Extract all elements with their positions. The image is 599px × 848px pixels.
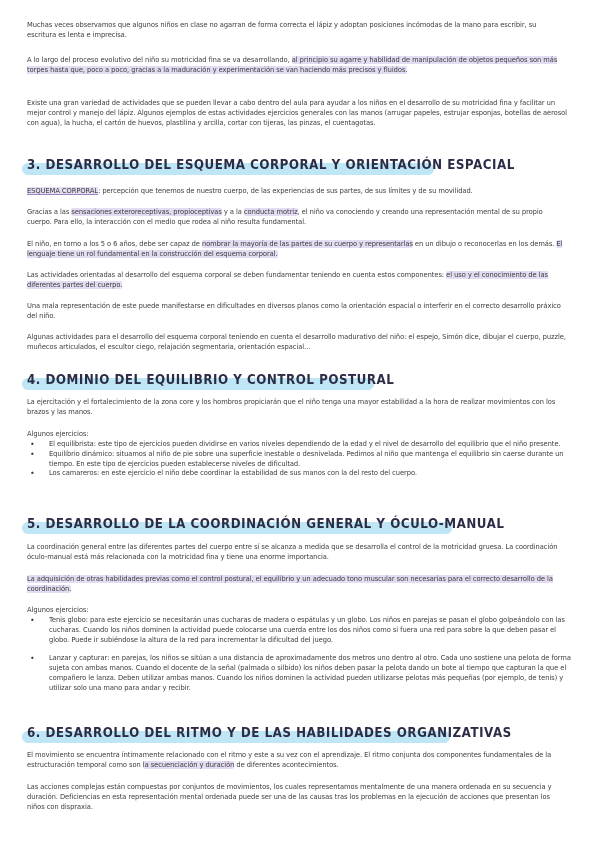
intro-paragraph-2 xyxy=(27,56,567,76)
intro-paragraph-3: Existe una gran variedad de actividades que se pueden llevar a cabo dentro del aula para ayudar a los niños en el desarrollo de su motricidad fina y facilitar un mejor control y manejo del lápiz. Algunos ejemplos de estas actividades ejercicios generales con las manos (arrugar papeles, estrujar esponjas, botellas de aerosol con agua), la hucha, el cartón de huevos, plastilina y arcilla, cortar con tijeras, las pinzas, el cuentagotas. xyxy=(27,99,567,127)
highlighted-text: sensaciones exteroreceptivas, propioceptivas xyxy=(71,208,222,216)
section-5-heading: 5. DESARROLLO DE LA COORDINACIÓN GENERAL Y ÓCULO-MANUAL xyxy=(27,516,505,532)
text-run: en un dibujo o reconocerlas en los demás. xyxy=(412,240,557,248)
intro-paragraph-1: Muchas veces observamos que algunos niños en clase no agarran de forma correcta el lápiz y adoptan posiciones incómodas de la mano para escribir, su escritura es lenta e imprecisa. xyxy=(27,21,537,39)
section-5-exercises-label: Algunos ejercicios: xyxy=(27,606,89,614)
section-5-paragraph-1: La coordinación general entre las diferentes partes del cuerpo entre sí se alcanza a medida que se desarrolla el control de la motricidad gruesa. La coordinación óculo-manual está más relacionada con la motricidad fina y tiene una enorme importancia. xyxy=(27,543,558,561)
section-3-definition xyxy=(27,187,567,197)
list-item: • Los camareros: en este ejercicio el niño debe coordinar la estabilidad de sus manos con la del resto del cuerpo. xyxy=(27,469,572,479)
section-6-paragraph-2: Las acciones complejas están compuestas por conjuntos de movimientos, los cuales representamos mentalmente de una manera ordenada en su secuencia y duración. Deficiencias en esta representación mental ordenada puede ser una de las causas tras los problemas en la ejecución de acciones que presentan los niños con dispraxia. xyxy=(27,783,552,811)
intro-paragraph-2-text: A lo largo del proceso evolutivo del niño su motricidad fina se va desarrollando, xyxy=(27,56,292,64)
section-4-exercises-label: Algunos ejercicios: xyxy=(27,430,89,438)
text-run: , el niño va conociendo y creando una representación mental de su propio cuerpo. Para ello, la interacción con el medio que rodea al niño resulta fundamental. xyxy=(27,208,543,226)
section-5-paragraph-2 xyxy=(27,575,567,595)
highlighted-text: La adquisición de otras habilidades previas como el control postural, el equilibrio y un adecuado tono muscular son necesarias para el correcto desarrollo de la coordinación. xyxy=(27,575,553,593)
section-6-heading: 6. DESARROLLO DEL RITMO Y DE LAS HABILIDADES ORGANIZATIVAS xyxy=(27,725,512,741)
text-run: El movimiento se encuentra íntimamente relacionado con el ritmo y este a su vez con el aprendizaje. El ritmo conjunta dos componentes fundamentales de la estructuración temporal como son xyxy=(27,751,552,769)
definition-text: : percepción que tenemos de nuestro cuerpo, de las experiencias de sus partes, de sus límites y de su movilidad. xyxy=(98,187,473,195)
text-run: y a la xyxy=(221,208,244,216)
highlighted-text: la secuenciación y duración xyxy=(142,760,235,769)
section-4-heading: 4. DOMINIO DEL EQUILIBRIO Y CONTROL POSTURAL xyxy=(27,372,395,388)
list-item: • Lanzar y capturar: en parejas, los niños se sitúan a una distancia de aproximadamente dos metros uno dentro al otro. Cada uno sostiene una pelota de forma sujeta con ambas manos. Cuando el docente de la señal (palmada o silbido) los niños deben pasar la pelota dando un bote al tiempo que capturan la que el compañero le lanza. Deben utilizar ambas manos. Cuando los niños dominen la actividad pueden utilizarse pelotas más pequeñas (por ejemplo, de tenis) y utilizar solo una mano para andar y recibir. xyxy=(27,654,572,693)
definition-term: ESQUEMA CORPORAL xyxy=(27,187,99,195)
section-5-exercise-list xyxy=(27,616,572,694)
highlighted-text: nombrar la mayoría de las partes de su cuerpo y representarlas xyxy=(201,240,413,248)
list-item: • El equilibrista: este tipo de ejercicios pueden dividirse en varios niveles dependiendo de la edad y el nivel de desarrollo del equilibrio que el niño presente. xyxy=(27,440,572,450)
section-3-heading: 3. DESARROLLO DEL ESQUEMA CORPORAL Y ORIENTACIÓN ESPACIAL xyxy=(27,157,515,173)
section-3-paragraph-2 xyxy=(27,208,567,228)
section-3-paragraph-6: Algunas actividades para el desarrollo del esquema corporal teniendo en cuenta el desarrollo madurativo del niño: el espejo, Simón dice, dibujar el cuerpo, puzzle, muñecos articulados, el escultor ciego, relajación segmentaria, orientación espacial... xyxy=(27,333,566,351)
section-6-paragraph-1 xyxy=(27,751,567,771)
text-run: El niño, en torno a los 5 o 6 años, debe ser capaz de xyxy=(27,240,202,248)
section-3-paragraph-4 xyxy=(27,271,567,291)
text-run: Gracias a las xyxy=(27,208,72,216)
section-4-exercise-list xyxy=(27,440,572,479)
list-item: • Equilibrio dinámico: situamos al niño de pie sobre una superficie inestable o desnivelada. Pedimos al niño que mantenga el equilibrio sin caerse durante un tiempo. En este tipo de ejercicios pueden establecerse niveles de dificultad. xyxy=(27,450,572,470)
text-run: de diferentes acontecimientos. xyxy=(234,760,339,769)
intro-paragraph-2-highlight: al principio su agarre y habilidad de manipulación de objetos pequeños son más torpes hasta que, poco a poco, gracias a la maduración y experimentación se van haciendo más precisos y fluidos. xyxy=(27,56,558,74)
text-run: Las actividades orientadas al desarrollo del esquema corporal se deben fundamentar teniendo en cuenta estos componentes: xyxy=(27,271,447,279)
section-3-paragraph-3 xyxy=(27,240,567,260)
list-item: • Tenis globo: para este ejercicio se necesitarán unas cucharas de madera o espátulas y un globo. Los niños en parejas se pasan el globo golpeándolo con las cucharas. Cuando los niños dominen la actividad puede colocarse una cuerda entre los dos niños como si fuera una red para sobre la que deben pasar el globo. Puede ir subiéndose la altura de la red para incrementar la dificultad del juego. xyxy=(27,616,572,645)
section-4-paragraph-1: La ejercitación y el fortalecimiento de la zona core y los hombros propiciarán que el niño tenga una mayor estabilidad a la hora de realizar movimientos con los brazos y las manos. xyxy=(27,398,556,416)
highlighted-text: conducta motriz xyxy=(243,208,298,216)
highlighted-text: El lenguaje tiene un rol fundamental en la construcción del esquema corporal. xyxy=(27,240,563,258)
section-3-paragraph-5: Una mala representación de este puede manifestarse en dificultades en diversos planos como la orientación espacial o interferir en el correcto desarrollo práxico del niño. xyxy=(27,302,561,320)
highlighted-text: el uso y el conocimiento de las diferentes partes del cuerpo. xyxy=(27,271,548,289)
